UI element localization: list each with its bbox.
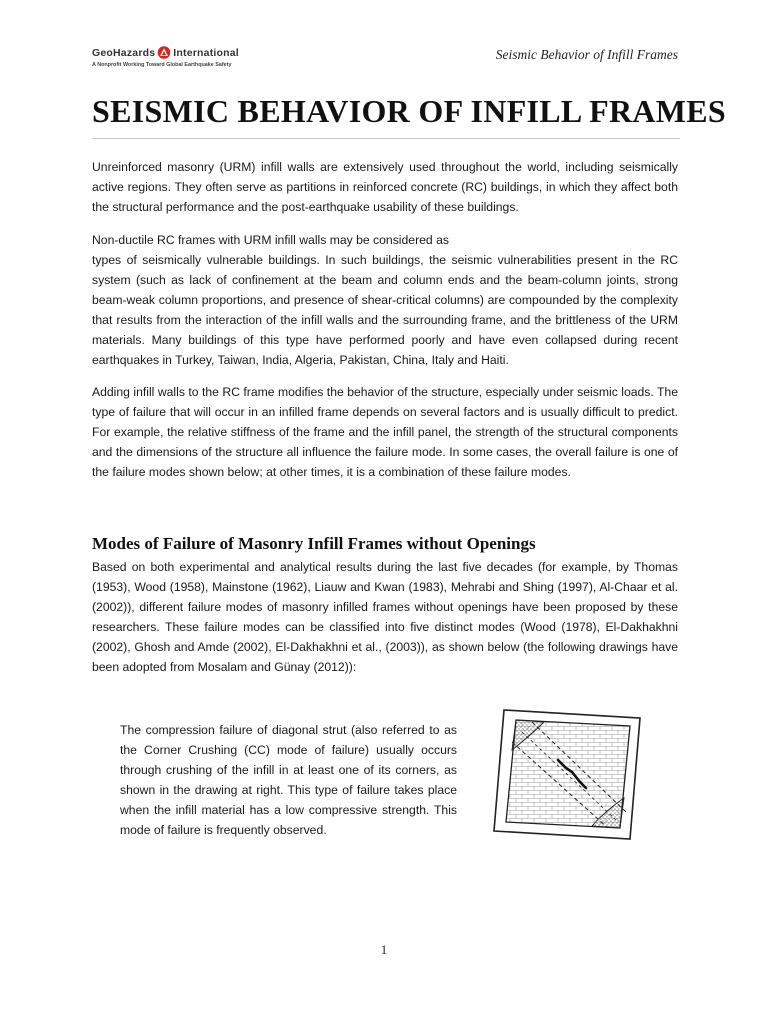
intro-paragraph: Unreinforced masonry (URM) infill walls are extensively used throughout the world, including seismically active regions. They often serve as partitions in reinforced concrete (RC) buildings, in which they affect both the structural performance and the post-earthquake usability of these buildings. [92,160,678,214]
geohazards-logo [92,46,262,76]
logo-triangle-icon [157,46,171,59]
logo-tagline: A Nonprofit Working Toward Global Earthquake Safety [92,62,232,68]
section-heading: Modes of Failure of Masonry Infill Frames without Openings [92,534,536,553]
page-number: 1 [380,943,388,957]
corner-crushing-description: The compression failure of diagonal strut (also referred to as the Corner Crushing (CC) mode of failure) usually occurs through crushing of the infill in at least one of its corners, as shown in the drawing at right. This type of failure takes place when the infill material has a low compressive strength. This mode of failure is frequently observed. [120,723,457,837]
logo-name-part1: GeoHazards [92,46,156,59]
running-header-title: Seismic Behavior of Infill Frames [495,47,678,62]
infill-behavior-paragraph: Adding infill walls to the RC frame modifies the behavior of the structure, especially under seismic loads. The type of failure that will occur in an infilled frame depends on several factors and is usually difficult to predict. For example, the relative stiffness of the frame and the infill panel, the strength of the structural components and the dimensions of the structure all influence the failure mode. In some cases, the overall failure is one of the failure modes shown below; at other times, it is a combination of these failure modes. [92,385,678,479]
corner-crushing-drawing [492,706,642,842]
vulnerability-paragraph-first-line: Non-ductile RC frames with URM infill walls may be considered as [92,233,449,247]
logo-wordmark [92,46,262,59]
logo-name-part2: International [173,46,239,59]
failure-modes-intro-paragraph: Based on both experimental and analytical results during the last five decades (for example, by Thomas (1953), Wood (1958), Mainstone (1962), Liauw and Kwan (1983), Mehrabi and Shing (1997), Al-Chaar et al. (2002)), different failure modes of masonry infilled frames without openings have been proposed by these researchers. These failure modes can be classified into five distinct modes (Wood (1978), El-Dakhakhni (2002), Ghosh and Amde (2002), El-Dakhakhni et al., (2003)), as shown below (the following drawings have been adopted from Mosalam and Günay (2012)): [92,560,678,674]
page-title: SEISMIC BEHAVIOR OF INFILL FRAMES [92,93,727,129]
title-divider [92,138,680,139]
vulnerability-paragraph: types of seismically vulnerable buildings. In such buildings, the seismic vulnerabilities present in the RC system (such as lack of confinement at the beam and column ends and the beam-column joints, strong beam-weak column proportions, and presence of shear-critical columns) are compounded by the complexity that results from the interaction of the infill walls and the surrounding frame, and the brittleness of the URM materials. Many buildings of this type have performed poorly and have even collapsed during recent earthquakes in Turkey, Taiwan, India, Algeria, Pakistan, China, Italy and Haiti. [92,253,678,367]
